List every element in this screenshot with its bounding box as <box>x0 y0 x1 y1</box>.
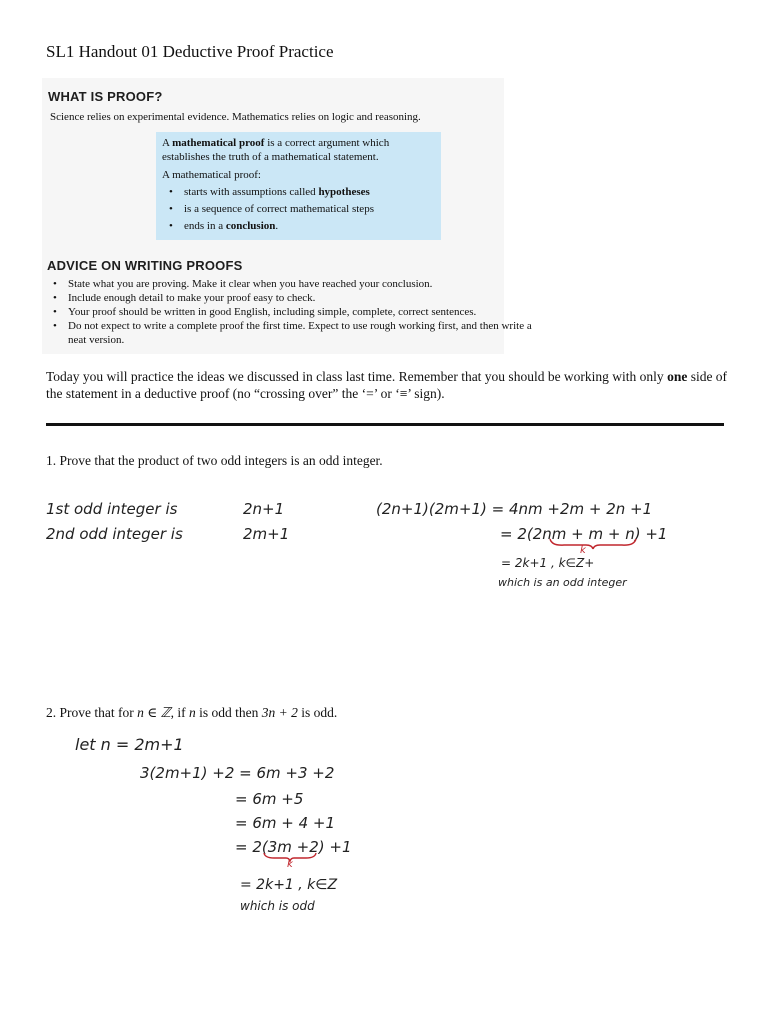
advice-item: • Your proof should be written in good English, including simple, complete, correct sentences. <box>46 305 546 319</box>
question-2: 2. Prove that for n ∈ ℤ, if n is odd then 3n + 2 is odd. <box>46 705 338 720</box>
q1-factorised: = 2(2nm + m + n) +1 <box>500 525 668 543</box>
advice-item: • Do not expect to write a complete proof the first time. Expect to use rough working first, and then write a neat version. <box>46 319 546 347</box>
proof-intro: A mathematical proof: <box>162 169 261 181</box>
bullet-item: • is a sequence of correct mathematical steps <box>162 202 436 216</box>
definition-term: mathematical proof <box>172 137 265 149</box>
advice-list <box>46 277 546 347</box>
definition-text: A mathematical proof is a correct argument which establishes the truth of a mathematical statement. <box>162 137 390 163</box>
definition-box <box>156 132 441 240</box>
proof-bullets <box>162 185 436 233</box>
q2-line-3: = 6m + 4 +1 <box>235 814 336 832</box>
q2-line-1: 3(2m+1) +2 = 6m +3 +2 <box>140 764 335 782</box>
q1-conclusion: which is an odd integer <box>498 576 627 589</box>
q2-line-2: = 6m +5 <box>235 790 304 808</box>
advice-item: • State what you are proving. Make it clear when you have reached your conclusion. <box>46 277 546 291</box>
emphasis-one: one <box>667 369 688 384</box>
q1-label-first: 1st odd integer is <box>46 500 178 518</box>
q2-math-n: n <box>189 705 196 720</box>
science-text: Science relies on experimental evidence. Mathematics relies on logic and reasoning. <box>50 111 421 123</box>
what-is-proof-heading: WHAT IS PROOF? <box>48 89 163 104</box>
q2-math-expression: 3n + 2 <box>261 705 298 720</box>
q2-k-label: k <box>287 859 293 870</box>
bullet-item: • starts with assumptions called hypotheses <box>162 185 436 199</box>
q2-conclusion: which is odd <box>240 899 315 913</box>
section-divider <box>46 423 724 426</box>
q1-k-label: k <box>580 545 586 556</box>
q2-math-domain: n ∈ ℤ <box>137 705 171 720</box>
q1-result: = 2k+1 , k∈Z+ <box>501 556 595 570</box>
q2-line-4: = 2(3m +2) +1 <box>235 838 352 856</box>
advice-item: • Include enough detail to make your proof easy to check. <box>46 291 546 305</box>
q1-expr-second: 2m+1 <box>243 525 290 543</box>
page-title: SL1 Handout 01 Deductive Proof Practice <box>46 42 334 61</box>
q1-underbrace <box>548 537 638 551</box>
q2-let: let n = 2m+1 <box>75 735 184 754</box>
advice-heading: ADVICE ON WRITING PROOFS <box>47 258 243 273</box>
intro-paragraph: Today you will practice the ideas we discussed in class last time. Remember that you should be working with only one side of the statement in a deductive proof (no “crossing over” the ‘=’ or ‘≡’ sign). <box>46 369 728 401</box>
q1-label-second: 2nd odd integer is <box>46 525 183 543</box>
bullet-item: • ends in a conclusion. <box>162 219 436 233</box>
q1-expansion: (2n+1)(2m+1) = 4nm +2m + 2n +1 <box>376 500 653 518</box>
question-1: 1. Prove that the product of two odd integers is an odd integer. <box>46 453 383 468</box>
q1-expr-first: 2n+1 <box>243 500 285 518</box>
q2-line-5: = 2k+1 , k∈Z <box>240 877 338 893</box>
